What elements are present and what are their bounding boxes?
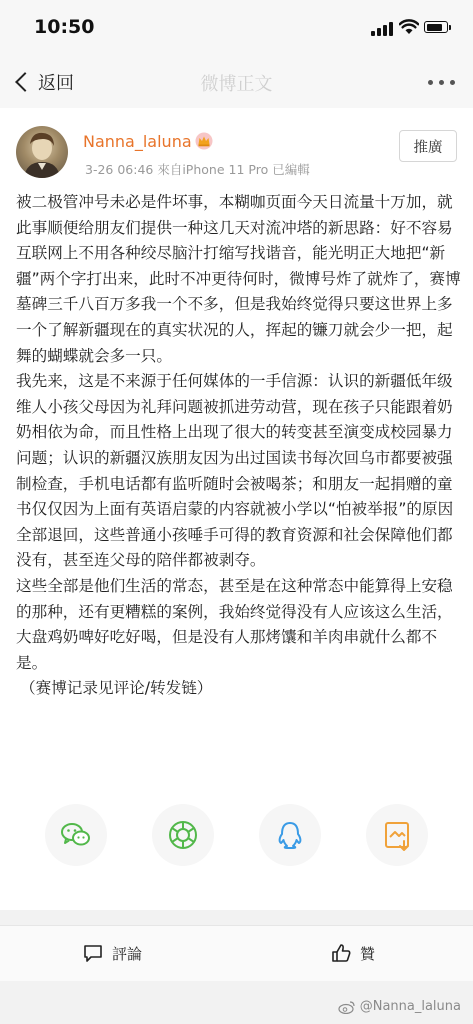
avatar[interactable] [16,126,68,178]
moments-icon [165,817,201,853]
more-options-button[interactable] [428,80,455,85]
dot-icon [428,80,433,85]
wifi-icon [399,19,419,35]
post-paragraph: 这些全部是他们生活的常态，甚至是在这种常态中能算得上安稳的那种，还有更糟糕的案例，我始终觉得没有人应该这么生活，大盘鸡奶啤好吃好喝，但是没有人那烤馕和羊肉串就什么都不是。 [16,576,453,672]
like-label: 贊 [360,944,376,963]
comment-button[interactable] [82,936,142,970]
share-moments-button[interactable] [152,804,214,866]
watermark-text: @Nanna_laluna [359,999,461,1014]
post-card [0,108,473,910]
nav-bar [0,56,473,108]
battery-icon [424,21,448,33]
share-row [0,804,473,882]
weibo-logo-icon [338,1000,356,1014]
save-image-button[interactable] [366,804,428,866]
qq-icon [272,817,308,853]
weibo-watermark [338,999,461,1014]
battery-level [427,24,442,31]
portrait-icon [16,126,68,178]
comment-icon [82,942,104,964]
post-paragraph: 我先来，这是不来源于任何媒体的一手信源：认识的新疆低年级维人小孩父母因为礼拜问题被抓进劳动营，现在孩子只能跟着奶奶相依为命，而且性格上出现了很大的转变甚至演变成校园暴力问题；认识的新疆汉族朋友因为出过国读书每次回乌市都要被强制检查，手机电话都有监听随时会被喝茶；和朋友一起捐赠的童书仅仅因为上面有英语启蒙的内容就被小学以“怕被举报”的原因全部退回，这些普通小孩唾手可得的教育资源和社会保障他们都没有，甚至连父母的陪伴都被剥夺。 [16,372,454,570]
wechat-icon [58,817,94,853]
post-body [16,190,461,702]
post-meta: 3-26 06:46 來自iPhone 11 Pro 已編輯 [85,162,310,177]
signal-icon [371,22,393,36]
bottom-action-bar [0,925,473,981]
author-name[interactable]: Nanna_laluna [83,132,192,151]
dot-icon [439,80,444,85]
status-bar [0,0,473,56]
page-title: 微博正文 [200,74,273,95]
status-time: 10:50 [34,16,95,38]
crown-icon [195,132,213,150]
share-qq-button[interactable] [259,804,321,866]
share-wechat-button[interactable] [45,804,107,866]
image-save-icon [379,817,415,853]
post-paragraph: （赛博记录见评论/转发链） [20,679,213,698]
comment-label: 評論 [112,944,143,963]
promote-button[interactable]: 推廣 [399,130,457,162]
back-label: 返回 [38,73,74,94]
dot-icon [450,80,455,85]
post-paragraph: 被二极管冲号未必是件坏事，本糊咖页面今天日流量十万加，就此事顺便给朋友们提供一种这几天对流冲塔的新思路：好不容易互联网上不用各种绞尽脑汁打缩写找谐音，能光明正大地把“新疆”两个字打出来，此时不冲更待何时，微博号炸了就炸了，赛博墓碑三千八百万多我一个不多，但是我始终觉得只要这世界上多一个了解新疆现在的真实状况的人，挥起的镰刀就会少一把，起舞的蝴蝶就会多一只。 [16,193,461,365]
like-button[interactable] [330,936,375,970]
thumbs-up-icon [330,942,352,964]
